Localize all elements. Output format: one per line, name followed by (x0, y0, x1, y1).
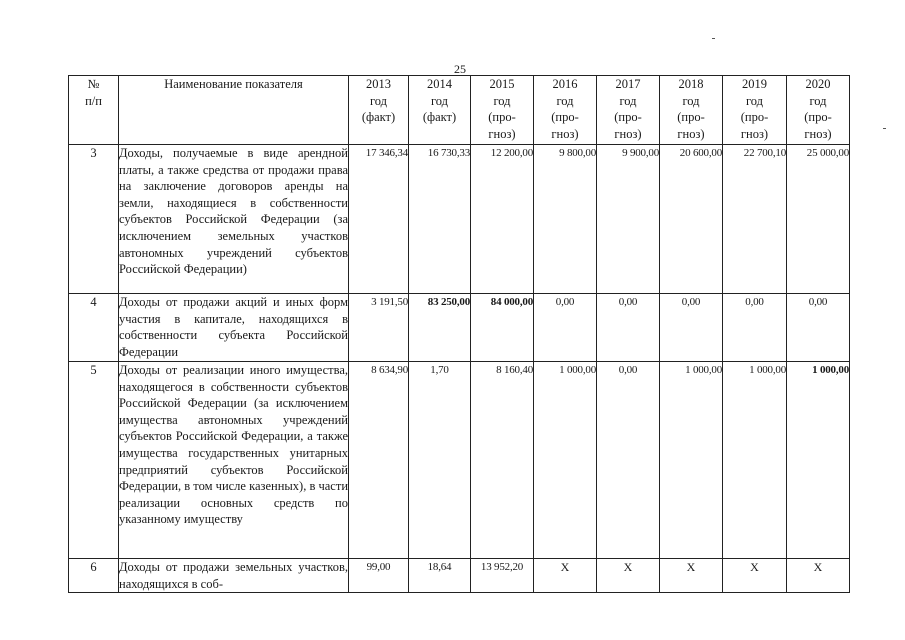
value-2014: 18,64 (409, 559, 471, 593)
page-number: 25 (454, 62, 466, 76)
row-num: 4 (69, 294, 119, 362)
value-2014: 1,70 (409, 362, 471, 559)
header-name: Наименование показателя (119, 76, 349, 145)
header-year-2017: 2017 год (про- гноз) (597, 76, 660, 145)
value-2019: X (723, 559, 787, 593)
value-2020: 1 000,00 (787, 362, 850, 559)
value-2017: X (597, 559, 660, 593)
value-2013: 17 346,34 (349, 145, 409, 294)
header-year-2015: 2015 год (про- гноз) (471, 76, 534, 145)
header-num (69, 76, 119, 145)
header-year-2019: 2019 год (про- гноз) (723, 76, 787, 145)
table-row (69, 362, 850, 559)
revenue-table (68, 75, 850, 593)
value-2018: X (660, 559, 723, 593)
value-2019: 1 000,00 (723, 362, 787, 559)
value-2014: 16 730,33 (409, 145, 471, 294)
row-name: Доходы от продажи земельных участков, находящихся в соб- (119, 559, 349, 593)
row-name: Доходы, получаемые в виде арендной платы, а также средства от продажи права на заключение договоров аренды на земли, находящиеся в собственности субъектов Российской Федерации (за исключением земельных участков автономных учреждений субъектов Российской Федерации) (119, 145, 349, 294)
value-2015: 12 200,00 (471, 145, 534, 294)
value-2015: 8 160,40 (471, 362, 534, 559)
header-year-2013: 2013 год (факт) (349, 76, 409, 145)
value-2013: 3 191,50 (349, 294, 409, 362)
header-row (69, 76, 850, 145)
value-2015: 84 000,00 (471, 294, 534, 362)
header-year-2018: 2018 год (про- гноз) (660, 76, 723, 145)
value-2020: X (787, 559, 850, 593)
value-2013: 8 634,90 (349, 362, 409, 559)
table-row (69, 294, 850, 362)
value-2017: 0,00 (597, 294, 660, 362)
value-2020: 25 000,00 (787, 145, 850, 294)
value-2018: 1 000,00 (660, 362, 723, 559)
row-num: 6 (69, 559, 119, 593)
value-2018: 0,00 (660, 294, 723, 362)
value-2016: 0,00 (534, 294, 597, 362)
value-2020: 0,00 (787, 294, 850, 362)
header-year-2020: 2020 год (про- гноз) (787, 76, 850, 145)
value-2013: 99,00 (349, 559, 409, 593)
scan-speck (712, 38, 715, 39)
row-name: Доходы от продажи акций и иных форм участия в капитале, находящихся в собственности субъекта Российской Федерации (119, 294, 349, 362)
value-2017: 9 900,00 (597, 145, 660, 294)
value-2015: 13 952,20 (471, 559, 534, 593)
value-2016: 9 800,00 (534, 145, 597, 294)
table-row (69, 145, 850, 294)
value-2016: 1 000,00 (534, 362, 597, 559)
header-num-line2: п/п (85, 93, 102, 108)
value-2014: 83 250,00 (409, 294, 471, 362)
row-num: 3 (69, 145, 119, 294)
value-2016: X (534, 559, 597, 593)
header-num-line1: № (87, 77, 100, 91)
header-year-2014: 2014 год (факт) (409, 76, 471, 145)
header-year-2016: 2016 год (про- гноз) (534, 76, 597, 145)
value-2019: 22 700,10 (723, 145, 787, 294)
value-2018: 20 600,00 (660, 145, 723, 294)
table-row (69, 559, 850, 593)
value-2017: 0,00 (597, 362, 660, 559)
value-2019: 0,00 (723, 294, 787, 362)
row-num: 5 (69, 362, 119, 559)
row-name: Доходы от реализации иного имущества, находящегося в собственности субъектов Российской Федерации (за исключением имущества автономных учреждений субъектов Российской Федерации, а также имущества государственных унитарных предприятий субъектов Российской Федерации, в том числе казенных), в части реализации основных средств по указанному имуществу (119, 362, 349, 559)
scan-speck (883, 128, 886, 129)
